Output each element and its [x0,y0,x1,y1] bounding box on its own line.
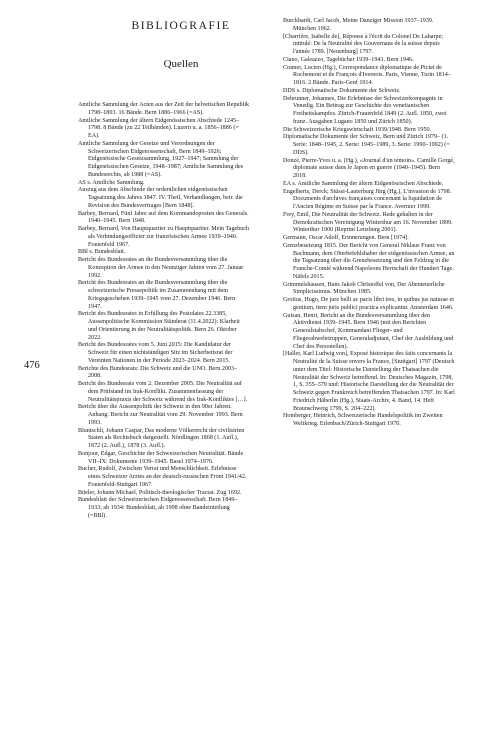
bibliography-entry: [Charrière, Isabelle de], Réponse à l'écrit du Colonel De Laharpe; intitulé: De la Neutralité des Gouvernans de la suisse depuis l'année 1789. [Neuenburg] 1797. [283,33,443,55]
bibliography-entry: Grenzbesetzung 1815. Der Bericht von General Niklaus Franz von Bachmann, dem Oberbefehlshaber der eidgenössischen Armee, an die Tagsatzung über die Grenzbesetzung und den Feldzug in die Franche-Comté während Napoleons Herrschaft der Hundert Tage. Näfels 2015. [283,242,455,280]
bibliography-entry: Bluntschli, Johann Caspar, Das moderne Völkerrecht der civilisirten Staten als Rechtsbuch dargestellt. Nördlingen 1868 (1. Aufl.), 1872 (2. Aufl.), 1878 (3. Aufl.). [78,427,245,449]
bibliography-entry: Amtliche Sammlung der ältern Eidgenössischen Abschiede 1245–1798. 8 Bände (zu 22 Teilbänden). Luzern u. a. 1856–1886 (= EA). [78,117,240,139]
bibliography-entry: Bericht über die Aussenpolitik der Schweiz in den 90er Jahren. Anhang: Bericht zur Neutralität vom 29. November 1993. Bern 1993. [78,404,243,426]
bibliography-entry: DDS s. Diplomatische Dokumente der Schweiz. [283,87,401,94]
bibliography-entry: Guisan, Henri, Bericht an die Bundesversammlung über den Aktivdienst 1939–1945. Bern 1946 (mit den Berichten Generalstabschef, Kommandant Flieger- und Fliegerabwehrtruppen, Generaladjutant, Chef der Ausbildung und Chef des Personellen). [283,312,454,350]
bibliography-entry: Bundesblatt der Schweizerischen Eidgenossenschaft. Bern 1849–1933; ab 1934: Bundesblatt, ab 1998 ohne Bandeinteilung (=BBl). [78,497,238,519]
page-number: 476 [24,360,40,371]
bibliography-entry: Burckhardt, Carl Jacob, Meine Danziger Mission 1937–1939. München 1962. [283,18,434,32]
bibliography-entry: Berichte des Bundesrats: Die Schweiz und die UNO. Bern 2003–2008. [78,365,238,380]
section-heading: Quellen [163,58,199,70]
bibliography-right-column [283,18,455,429]
bibliography-entry: Bericht des Bundesrats vom 2. Dezember 2005: Die Neutralität auf dem Prüfstand im Irak-Konflikt. Zusammenfassung der Neutralitätspraxis der Schweiz während des Irak-Konfliktes […]. [78,381,248,403]
bibliography-entry: Cramer, Lucien (Hg.), Correspondance diplomatique de Pictet de Rochemont et de François d'Ivernois. Paris, Vienne, Turin 1814–1816. 2 Bände. Paris-Genf 1914. [283,64,451,86]
bibliography-entry: EA s. Amtliche Sammlung der ältern Eidgenössischen Abschiede. [283,180,444,187]
bibliography-entry: Germann, Oscar Adolf, Erinnerungen. Bern [1974]. [283,235,409,241]
bibliography-entry: [Haller, Karl Ludwig von], Exposé historique des faits concernants la Neutralité de la Suisse envers la France, [Stuttgart] 1797 (Deutsch unter dem Titel: Historische Darstellung der Thatsachen die Neutralität der Schweiz betreffend. In: Deutsches Magazin, 1798, 1, S. 355–379 und: Historische Darstellung der die Neutralität der Schweiz gegen Frankreich betreffenden Thatsachen 1797. In: Karl Friedrich Häberlin (Hg.), Staats-Archiv, 4. Band, 14. Heft Braunschweig 1799, S. 204–222). [283,351,455,412]
bibliography-entry: Ciano, Galeazzo, Tagebücher 1939–1943. Bern 1946. [283,56,414,63]
bibliography-entry: Barbey, Bernard, Von Hauptquartier zu Hauptquartier. Mein Tagebuch als Verbindungsoffizier zur französischen Armee 1939–1940. Frauenfeld 1967. [78,226,250,248]
bibliography-entry: AS s. Amtliche Sammlung. [78,179,145,186]
bibliography-entry: Bericht des Bundesrates in Erfüllung des Postulates 22.3385, Aussenpolitische Kommission Ständerat (11.4.2022): Klarheit und Orientierung in der Neutralitätspolitik. Bern 26. Oktober 2022. [78,311,240,341]
bibliography-entry: Debrunner, Johannes, Die Erlebnisse der Schweizerkompagnie in Venedig. Ein Beitrag zur Geschichte des venetianischen Freiheitskampfes. Zürich-Frauenfeld 1849 (2. Aufl. 1850, zwei franz. Ausgaben Lugano 1850 und Zürich 1850). [283,95,447,125]
bibliography-entry: Bericht des Bundesrates vom 5. Juni 2015: Die Kandidatur der Schweiz für einen nichtständigen Sitz im Sicherheitsrat der Vereinten Nationen in der Periode 2023–2024. Bern 2015. [78,342,233,364]
bibliography-entry: Bucher, Rudolf, Zwischen Verrat und Menschlichkeit. Erlebnisse eines Schweizer Arztes an der deutsch-russischen Front 1941/42. Frauenfeld-Stuttgart 1967. [78,466,247,488]
bibliography-entry: Donzé, Pierre-Yves u. a. (Hg.), «Journal d'un témoin». Camille Gorgé, diplomate suisse dans le Japon en guerre (1940–1945). Bern 2018. [283,157,455,179]
bibliography-entry: Barbey, Bernard, Fünf Jahre auf dem Kommandoposten des Generals. 1940–1945. Bern 1948. [78,210,249,225]
bibliography-entry: Frey, Emil, Die Neutralität der Schweiz. Rede gehalten in der Demokratischen Vereinigung Winterthur am 16. November 1899. Winterthur 1900 (Reprint Lenzburg 2001). [283,211,453,234]
bibliography-entry: Die Schweizerische Kriegswirtschaft 1939/1948. Bern 1950. [283,126,432,133]
bibliography-entry: Auszug aus dem Abschiede der ordentlichen eidgenössischen Tagsatzung des Jahres 1847. IV. Theil, Verhandlungen, betr. die Revision des Bundesvertrages [Bern 1848]. [78,187,243,209]
bibliography-entry: Büeler, Johann Michael, Politisch-theologischer Tractat. Zug 1692. [78,489,242,496]
bibliography-entry: Grimmelshausen, Hans Jakob Christoffel von, Der Abenteuerliche Simplicissimus. München 1985. [283,281,445,296]
bibliography-entry: Amtliche Sammlung der Gesetze und Verordnungen der Schweizerischen Eidgenossenschaft, Bern 1849–1926; Eidgenössische Gesetzsammlung, 1927–1947; Sammlung der Eidgenössischen Gesetze, 1948–1987; Amtliche Sammlung des Bundesrechts, ab 1988 (=AS). [78,140,244,178]
bibliography-entry: Grotius, Hugo, De jure belli ac pacis libri tres, in quibus jus naturae et gentium, item juris publici practica explicantur. Amsterdam 1646. [283,297,454,311]
bibliography-entry: BBl s. Bundesblatt. [78,249,126,256]
bibliography-entry: Bericht des Bundesrates an die Bundesversammlung über die schweizerische Pressepolitik im Zusammenhang mit dem Kriegsgeschehen 1939–1945 vom 27. Dezember 1946. Bern 1947. [78,280,236,310]
bibliography-entry: Bonjour, Edgar, Geschichte der Schweizerischen Neutralität. Bände VII–IX: Dokumente 1939–1945. Basel 1974–1976. [78,450,244,465]
bibliography-entry: Amtliche Sammlung der Acten aus der Zeit der helvetischen Republik 1798–1803. 16 Bände. Bern 1886–1966 (=AS). [78,102,250,116]
bibliography-entry: Homberger, Heinrich, Schweizerische Handelspolitik im Zweiten Weltkrieg. Erlenbach/Zürich-Stuttgart 1970. [283,413,443,427]
bibliography-entry: Bericht des Bundesrates an die Bundesversammlung über die Konzeption der Armee in den Neunziger Jahren vom 27. Januar 1992. [78,257,244,279]
bibliography-entry: Diplomatische Dokumente der Schweiz, Bern und Zürich 1979– (1. Serie: 1848–1945, 2. Serie: 1945–1989, 3. Serie: 1990–1992) (= DDS). [283,134,450,156]
page-title: BIBLIOGRAFIE [131,20,231,32]
bibliography-entry: Engelberts, Derck; Stüssi-Lauterburg Jürg (Hg.), L'invasion de 1798. Documents d'archives françaises concernant la liquidation de l'Ancien Régime en Suisse par la France. Avernier 1999. [283,188,452,210]
bibliography-left-column [78,102,250,521]
